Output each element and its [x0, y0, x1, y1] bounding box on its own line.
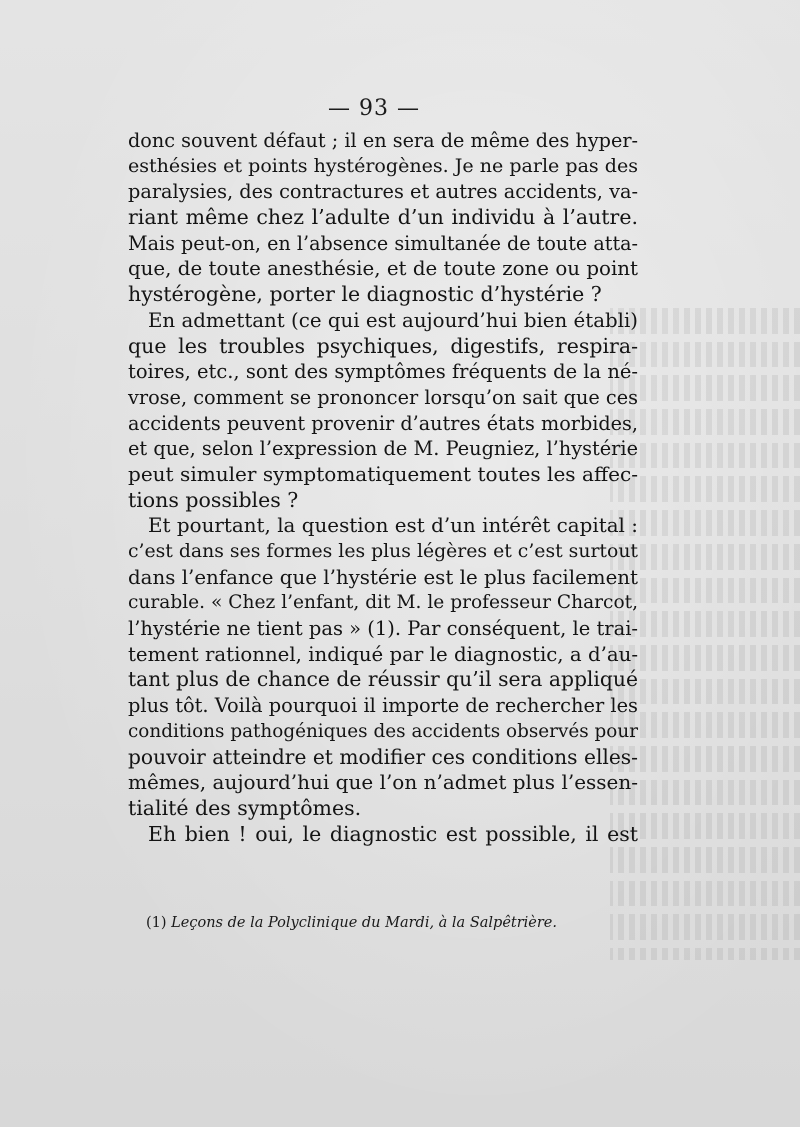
text-line: paralysies, des contractures et autres accidents, va-	[128, 180, 638, 204]
text-line: plus tôt. Voilà pourquoi il importe de rechercher les	[128, 694, 638, 718]
text-line: conditions pathogéniques des accidents observés pour	[128, 720, 638, 742]
text-line: et que, selon l’expression de M. Peugniez, l’hystérie	[128, 437, 638, 461]
body-text	[128, 128, 638, 847]
paragraph-start-line: Eh bien ! oui, le diagnostic est possible, il est	[148, 821, 638, 846]
text-line: accidents peuvent provenir d’autres états morbides,	[128, 411, 638, 435]
text-line: hystérogène, porter le diagnostic d’hystérie ?	[128, 282, 602, 307]
page-number: — 93 —	[328, 96, 420, 121]
text-line: curable. « Chez l’enfant, dit M. le professeur Charcot,	[128, 592, 638, 614]
paragraph-start-line: En admettant (ce qui est aujourd’hui bien établi)	[148, 308, 638, 332]
text-line: mêmes, aujourd’hui que l’on n’admet plus l’essen-	[128, 770, 638, 795]
text-line: tement rationnel, indiqué par le diagnostic, a d’au-	[128, 642, 638, 666]
text-line: tions possibles ?	[128, 487, 299, 512]
text-line: esthésies et points hystérogènes. Je ne parle pas des	[128, 154, 638, 177]
text-line: riant même chez l’adulte d’un individu à l’autre.	[128, 205, 638, 230]
text-line: dans l’enfance que l’hystérie est le plus facilement	[128, 565, 638, 589]
text-line: l’hystérie ne tient pas » (1). Par conséquent, le trai-	[128, 617, 638, 641]
text-line: c’est dans ses formes les plus légères et c’est surtout	[128, 541, 638, 562]
text-line: que, de toute anesthésie, et de toute zone ou point	[128, 257, 638, 281]
text-line: tialité des symptômes.	[128, 795, 362, 820]
text-line: peut simuler symptomatiquement toutes les affec-	[128, 461, 638, 486]
text-line: tant plus de chance de réussir qu’il sera appliqué	[128, 667, 638, 692]
text-line: vrose, comment se prononcer lorsqu’on sait que ces	[128, 385, 638, 409]
text-line: que les troubles psychiques, digestifs, respira-	[128, 333, 638, 358]
text-line: pouvoir atteindre et modifier ces conditions elles-	[128, 744, 638, 769]
paragraph-start-line: Et pourtant, la question est d’un intérêt capital :	[148, 514, 638, 538]
footnote-mark: (1)	[146, 915, 167, 931]
text-line: donc souvent défaut ; il en sera de même des hyper-	[128, 129, 638, 152]
footnote	[146, 915, 557, 931]
footnote-text: Leçons de la Polyclinique du Mardi, à la Salpêtrière.	[171, 915, 557, 931]
text-line: Mais peut-on, en l’absence simultanée de toute atta-	[128, 231, 638, 255]
text-line: toires, etc., sont des symptômes fréquents de la né-	[128, 360, 638, 384]
show-through-texture	[610, 300, 800, 960]
